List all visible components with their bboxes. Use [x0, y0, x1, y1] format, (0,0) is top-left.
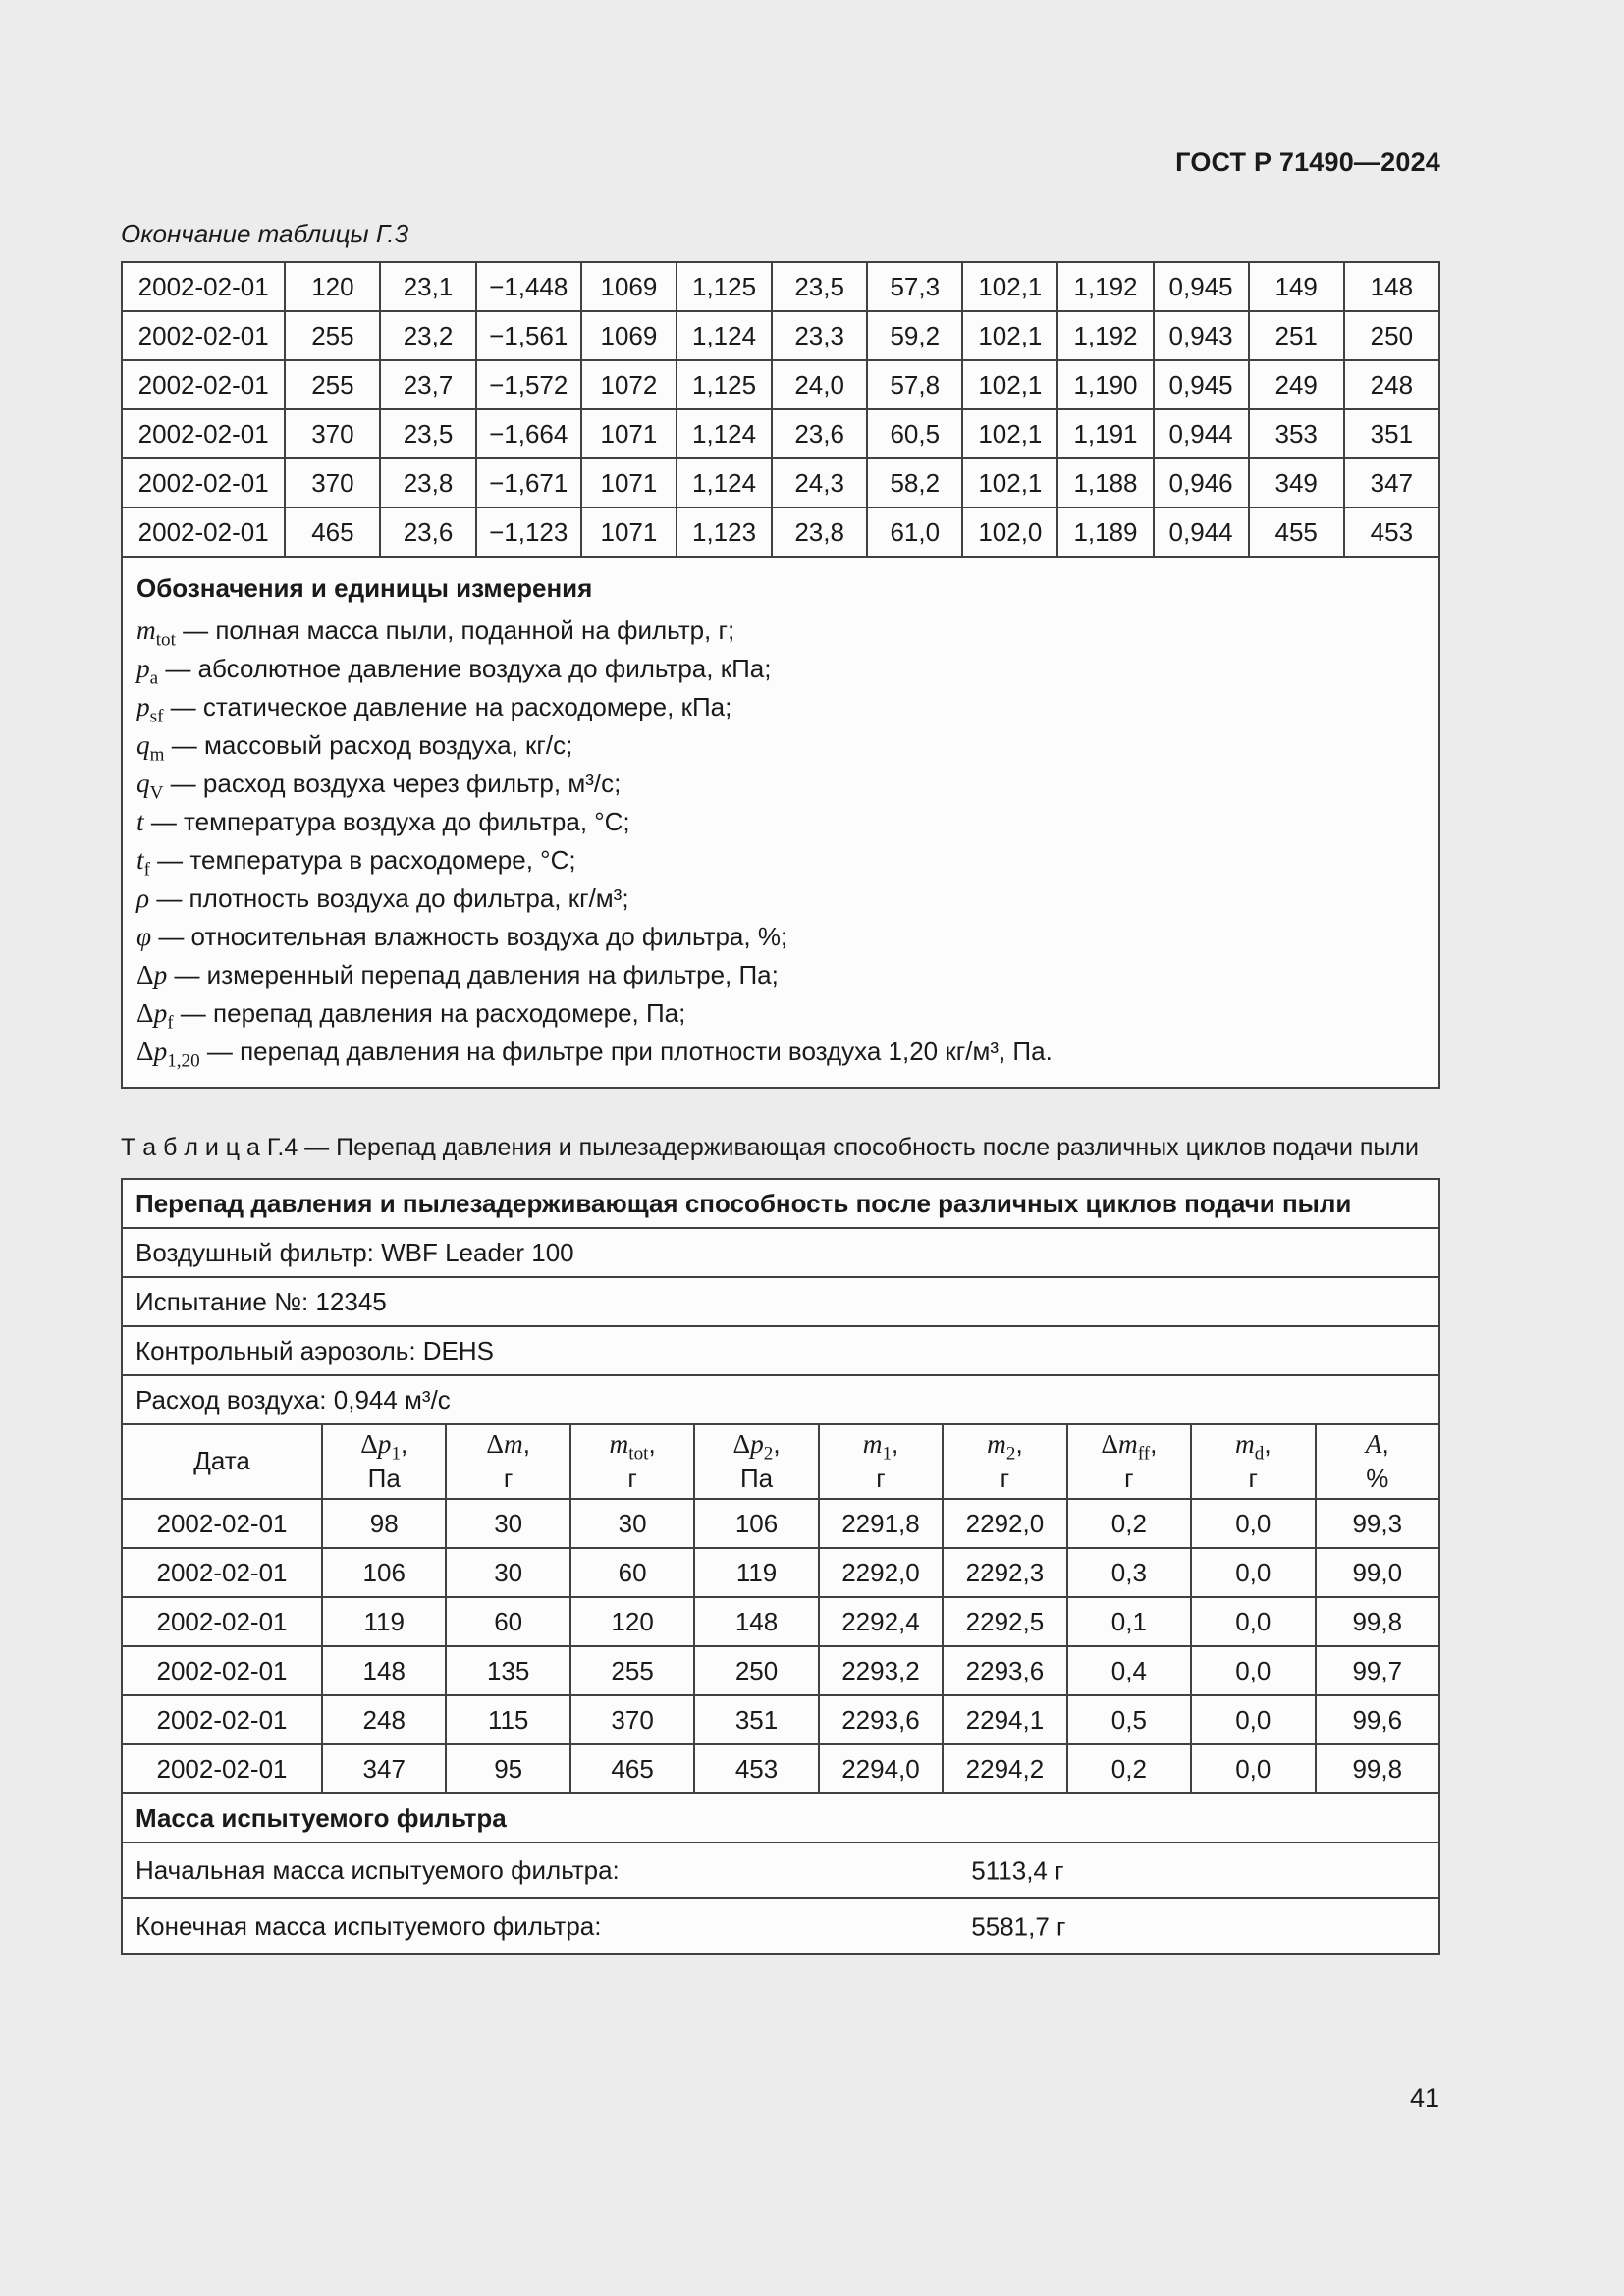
math-variable: m — [1117, 1429, 1138, 1460]
legend-item — [136, 841, 1425, 880]
table-cell: 119 — [322, 1597, 446, 1646]
table-cell: 99,0 — [1316, 1548, 1439, 1597]
table-cell: 24,3 — [772, 458, 867, 507]
table-cell: 2293,6 — [943, 1646, 1066, 1695]
legend-text: — полная масса пыли, поданной на фильтр, г; — [175, 615, 735, 645]
table-cell: 255 — [285, 360, 380, 409]
table-row — [122, 1326, 1439, 1375]
math-subscript: V — [149, 782, 164, 804]
table-g3-continuation-caption: Окончание таблицы Г.3 — [121, 219, 409, 248]
math-symbol — [136, 1037, 200, 1072]
table-row — [122, 1695, 1439, 1744]
math-subscript: tot — [155, 629, 176, 651]
math-variable: ρ — [136, 883, 150, 913]
table-cell: 1072 — [581, 360, 677, 409]
table-cell: 99,8 — [1316, 1597, 1439, 1646]
legend-item — [136, 918, 1425, 956]
table-cell: 60,5 — [867, 409, 962, 458]
table-cell: 23,7 — [380, 360, 475, 409]
table-cell: 0,0 — [1191, 1744, 1315, 1793]
mass-cell — [122, 1898, 1439, 1954]
table-cell: 248 — [1344, 360, 1439, 409]
table-g3-legend-section — [122, 557, 1439, 1088]
math-symbol — [862, 1429, 892, 1465]
legend-list — [136, 612, 1425, 1071]
table-cell: 465 — [570, 1744, 694, 1793]
legend-text: — температура воздуха до фильтра, °С; — [143, 807, 630, 836]
info-cell: Расход воздуха: 0,944 м³/с — [122, 1375, 1439, 1424]
legend-item — [136, 688, 1425, 726]
table-cell: 2291,8 — [819, 1499, 943, 1548]
table-cell: 23,8 — [772, 507, 867, 557]
table-cell: 58,2 — [867, 458, 962, 507]
math-variable: t — [136, 807, 144, 836]
math-symbol — [1101, 1429, 1151, 1465]
table-cell: 1071 — [581, 507, 677, 557]
table-g4-title: Перепад давления и пылезадерживающая способность после различных циклов подачи пыли — [122, 1179, 1439, 1228]
table-cell: 347 — [322, 1744, 446, 1793]
table-cell: 0,943 — [1154, 311, 1249, 360]
table-cell: −1,561 — [476, 311, 581, 360]
math-variable: p — [153, 998, 168, 1028]
info-cell: Испытание №: 12345 — [122, 1277, 1439, 1326]
table-cell: 453 — [1344, 507, 1439, 557]
table-g4-header-section — [122, 1424, 1439, 1499]
table-cell: 1,190 — [1057, 360, 1153, 409]
table-cell: 1069 — [581, 262, 677, 311]
table-cell: 349 — [1249, 458, 1344, 507]
table-cell: 2293,2 — [819, 1646, 943, 1695]
table-row — [122, 409, 1439, 458]
legend-item — [136, 765, 1425, 803]
table-cell: 2002-02-01 — [122, 409, 285, 458]
column-header: $m_2$, г — [943, 1424, 1066, 1499]
table-cell: 0,0 — [1191, 1695, 1315, 1744]
math-symbol — [136, 845, 150, 881]
table-cell: 148 — [694, 1597, 818, 1646]
table-cell: 250 — [694, 1646, 818, 1695]
table-cell: −1,123 — [476, 507, 581, 557]
table-cell: 102,1 — [962, 360, 1057, 409]
table-cell: 0,4 — [1067, 1646, 1191, 1695]
math-prefix: Δ — [486, 1429, 504, 1460]
table-cell: 98 — [322, 1499, 446, 1548]
column-header: $m_{tot}$, г — [570, 1424, 694, 1499]
math-subscript: 1 — [391, 1443, 401, 1465]
table-cell: 1,191 — [1057, 409, 1153, 458]
table-cell: 99,6 — [1316, 1695, 1439, 1744]
table-cell: 0,946 — [1154, 458, 1249, 507]
table-cell: 102,1 — [962, 311, 1057, 360]
table-cell: 120 — [285, 262, 380, 311]
table-cell: 455 — [1249, 507, 1344, 557]
table-g3 — [121, 261, 1440, 1089]
math-symbol — [136, 922, 151, 951]
table-cell: 1,124 — [677, 458, 772, 507]
table-cell: 1,192 — [1057, 262, 1153, 311]
table-cell: 1,124 — [677, 409, 772, 458]
math-variable: t — [136, 845, 144, 875]
math-variable: p — [153, 960, 168, 989]
math-variable: m — [609, 1429, 629, 1460]
table-row — [122, 1744, 1439, 1793]
legend-cell — [122, 557, 1439, 1088]
table-g4-caption: Т а б л и ц а Г.4 — Перепад давления и пылезадерживающая способность после различных циклов подачи пыли — [121, 1134, 1419, 1161]
table-cell: 0,0 — [1191, 1548, 1315, 1597]
math-variable: m — [503, 1429, 523, 1460]
table-row — [122, 1793, 1439, 1842]
math-prefix: Δ — [136, 1037, 154, 1066]
legend-title: Обозначения и единицы измерения — [136, 573, 593, 603]
math-prefix: Δ — [1101, 1429, 1118, 1460]
table-g4-title-section — [122, 1179, 1439, 1228]
math-symbol — [1235, 1429, 1265, 1465]
document-header: ГОСТ Р 71490—2024 — [1175, 147, 1440, 177]
math-subscript: 1,20 — [167, 1050, 200, 1072]
math-variable: m — [1235, 1429, 1255, 1460]
legend-text: — относительная влажность воздуха до фильтра, %; — [151, 922, 788, 951]
mass-cell — [122, 1842, 1439, 1898]
table-cell: 0,945 — [1154, 262, 1249, 311]
legend-item — [136, 994, 1425, 1033]
table-row — [122, 1228, 1439, 1277]
math-variable: q — [136, 769, 150, 798]
table-cell: 0,3 — [1067, 1548, 1191, 1597]
table-g4-body — [122, 1499, 1439, 1793]
table-cell: 1,192 — [1057, 311, 1153, 360]
table-cell: 23,8 — [380, 458, 475, 507]
table-cell: 0,945 — [1154, 360, 1249, 409]
table-cell: 351 — [1344, 409, 1439, 458]
table-g4 — [121, 1178, 1440, 1955]
table-cell: 2294,0 — [819, 1744, 943, 1793]
table-row — [122, 1179, 1439, 1228]
math-prefix: Δ — [136, 998, 154, 1028]
table-cell: 30 — [446, 1499, 569, 1548]
table-cell: 95 — [446, 1744, 569, 1793]
table-cell: 2293,6 — [819, 1695, 943, 1744]
math-prefix: Δ — [136, 960, 154, 989]
table-cell: 1071 — [581, 409, 677, 458]
math-symbol — [136, 730, 165, 766]
mass-value: 5113,4 г — [971, 1855, 1064, 1885]
math-variable: A — [1365, 1429, 1382, 1460]
table-cell: 2002-02-01 — [122, 1646, 322, 1695]
mass-label: Начальная масса испытуемого фильтра: — [135, 1855, 620, 1885]
table-cell: 2002-02-01 — [122, 1744, 322, 1793]
math-symbol — [136, 654, 159, 689]
table-row — [122, 1597, 1439, 1646]
table-cell: 248 — [322, 1695, 446, 1744]
legend-row — [122, 557, 1439, 1088]
table-cell: 2002-02-01 — [122, 458, 285, 507]
table-g4-info-section — [122, 1228, 1439, 1424]
table-cell: 1,124 — [677, 311, 772, 360]
table-cell: 148 — [322, 1646, 446, 1695]
table-row — [122, 1277, 1439, 1326]
math-variable: p — [153, 1037, 168, 1066]
legend-text: — массовый расход воздуха, кг/с; — [164, 730, 573, 760]
table-cell: 102,1 — [962, 262, 1057, 311]
table-cell: −1,671 — [476, 458, 581, 507]
table-cell: 255 — [570, 1646, 694, 1695]
table-row — [122, 1548, 1439, 1597]
table-row — [122, 1499, 1439, 1548]
column-header: $m_d$, г — [1191, 1424, 1315, 1499]
table-cell: 23,5 — [772, 262, 867, 311]
table-cell: 99,8 — [1316, 1744, 1439, 1793]
math-subscript: tot — [628, 1443, 649, 1465]
table-cell: 57,3 — [867, 262, 962, 311]
table-cell: 0,0 — [1191, 1646, 1315, 1695]
table-cell: 1071 — [581, 458, 677, 507]
mass-section-title: Масса испытуемого фильтра — [122, 1793, 1439, 1842]
table-cell: 2002-02-01 — [122, 1548, 322, 1597]
table-cell: 1,125 — [677, 360, 772, 409]
math-subscript: d — [1254, 1443, 1265, 1465]
table-row — [122, 360, 1439, 409]
table-g4-mass-section — [122, 1793, 1439, 1842]
math-symbol — [136, 960, 167, 989]
table-g4-header-row — [122, 1424, 1439, 1499]
table-row — [122, 507, 1439, 557]
table-cell: 347 — [1344, 458, 1439, 507]
table-cell: 2002-02-01 — [122, 1695, 322, 1744]
table-cell: −1,572 — [476, 360, 581, 409]
table-cell: 23,5 — [380, 409, 475, 458]
table-cell: 0,1 — [1067, 1597, 1191, 1646]
table-cell: 60 — [570, 1548, 694, 1597]
table-cell: 2292,5 — [943, 1597, 1066, 1646]
math-subscript: m — [149, 744, 165, 766]
math-variable: m — [987, 1429, 1006, 1460]
legend-text: — измеренный перепад давления на фильтре, Па; — [167, 960, 779, 989]
math-symbol — [136, 998, 174, 1034]
legend-text: — статическое давление на расходомере, кПа; — [163, 692, 732, 721]
table-cell: 99,3 — [1316, 1499, 1439, 1548]
legend-text: — абсолютное давление воздуха до фильтра, кПа; — [158, 654, 772, 683]
table-cell: 2002-02-01 — [122, 1499, 322, 1548]
table-cell: 135 — [446, 1646, 569, 1695]
table-cell: 2002-02-01 — [122, 1597, 322, 1646]
column-header: $\Delta p_1$, Па — [322, 1424, 446, 1499]
table-g4-mass-rows — [122, 1842, 1439, 1954]
table-cell: 115 — [446, 1695, 569, 1744]
math-subscript: 2 — [1005, 1443, 1016, 1465]
table-cell: 23,6 — [380, 507, 475, 557]
legend-text: — температура в расходомере, °С; — [149, 845, 576, 875]
info-cell: Воздушный фильтр: WBF Leader 100 — [122, 1228, 1439, 1277]
table-cell: 453 — [694, 1744, 818, 1793]
column-header: Δm, г — [446, 1424, 569, 1499]
math-variable: p — [136, 692, 150, 721]
table-cell: 0,2 — [1067, 1744, 1191, 1793]
table-cell: 2292,3 — [943, 1548, 1066, 1597]
math-variable: m — [862, 1429, 883, 1460]
table-cell: 370 — [285, 458, 380, 507]
table-cell: 99,7 — [1316, 1646, 1439, 1695]
info-cell: Контрольный аэрозоль: DEHS — [122, 1326, 1439, 1375]
legend-item — [136, 726, 1425, 765]
table-row — [122, 1375, 1439, 1424]
legend-item — [136, 803, 1425, 841]
math-symbol — [987, 1429, 1016, 1465]
table-cell: 57,8 — [867, 360, 962, 409]
table-cell: 0,0 — [1191, 1597, 1315, 1646]
math-prefix: Δ — [732, 1429, 751, 1460]
table-cell: 24,0 — [772, 360, 867, 409]
table-cell: 23,1 — [380, 262, 475, 311]
table-cell: 0,0 — [1191, 1499, 1315, 1548]
table-cell: 0,5 — [1067, 1695, 1191, 1744]
page-number: 41 — [1409, 2083, 1439, 2112]
table-cell: 370 — [285, 409, 380, 458]
math-symbol — [609, 1429, 649, 1465]
table-cell: 2294,1 — [943, 1695, 1066, 1744]
math-symbol — [732, 1429, 774, 1465]
table-cell: 30 — [570, 1499, 694, 1548]
math-subscript: sf — [149, 706, 164, 727]
column-header: $m_1$, г — [819, 1424, 943, 1499]
table-cell: 23,2 — [380, 311, 475, 360]
table-cell: 2002-02-01 — [122, 311, 285, 360]
table-cell: 30 — [446, 1548, 569, 1597]
table-cell: 0,944 — [1154, 507, 1249, 557]
table-cell: 251 — [1249, 311, 1344, 360]
table-g3-body — [122, 262, 1439, 557]
table-row — [122, 262, 1439, 311]
math-variable: q — [136, 730, 150, 760]
table-cell: 148 — [1344, 262, 1439, 311]
table-cell: 102,1 — [962, 409, 1057, 458]
math-subscript: 2 — [763, 1443, 774, 1465]
table-row — [122, 1842, 1439, 1898]
math-symbol — [360, 1429, 401, 1465]
table-cell: 23,3 — [772, 311, 867, 360]
math-variable: p — [750, 1429, 764, 1460]
math-subscript: ff — [1137, 1443, 1151, 1465]
math-symbol — [136, 807, 144, 836]
table-cell: 1069 — [581, 311, 677, 360]
table-cell: 61,0 — [867, 507, 962, 557]
table-cell: 102,1 — [962, 458, 1057, 507]
table-cell: 1,125 — [677, 262, 772, 311]
table-cell: 0,944 — [1154, 409, 1249, 458]
legend-item — [136, 880, 1425, 918]
table-cell: 2292,0 — [819, 1548, 943, 1597]
table-cell: 370 — [570, 1695, 694, 1744]
table-cell: 2002-02-01 — [122, 262, 285, 311]
table-cell: 1,189 — [1057, 507, 1153, 557]
table-cell: 0,2 — [1067, 1499, 1191, 1548]
legend-item — [136, 956, 1425, 994]
column-header: $\Delta m_{ff}$, г — [1067, 1424, 1191, 1499]
table-cell: −1,664 — [476, 409, 581, 458]
table-cell: −1,448 — [476, 262, 581, 311]
table-row — [122, 311, 1439, 360]
column-header: A, % — [1316, 1424, 1439, 1499]
mass-label: Конечная масса испытуемого фильтра: — [135, 1911, 602, 1941]
math-prefix: Δ — [360, 1429, 378, 1460]
table-cell: 249 — [1249, 360, 1344, 409]
table-cell: 250 — [1344, 311, 1439, 360]
legend-text: — перепад давления на расходомере, Па; — [173, 998, 686, 1028]
legend-text: — перепад давления на фильтре при плотности воздуха 1,20 кг/м³, Па. — [199, 1037, 1053, 1066]
legend-text: — плотность воздуха до фильтра, кг/м³; — [149, 883, 629, 913]
table-cell: 255 — [285, 311, 380, 360]
table-cell: 465 — [285, 507, 380, 557]
table-cell: 59,2 — [867, 311, 962, 360]
legend-item — [136, 1033, 1425, 1071]
math-variable: φ — [136, 922, 152, 951]
table-row — [122, 1898, 1439, 1954]
math-variable: m — [136, 615, 156, 645]
math-symbol — [136, 769, 164, 804]
table-cell: 2002-02-01 — [122, 507, 285, 557]
table-row — [122, 458, 1439, 507]
math-symbol — [136, 615, 176, 651]
table-cell: 2294,2 — [943, 1744, 1066, 1793]
page-content — [121, 0, 1440, 1955]
table-cell: 119 — [694, 1548, 818, 1597]
math-variable: p — [136, 654, 150, 683]
column-header: $\Delta p_2$, Па — [694, 1424, 818, 1499]
legend-item — [136, 612, 1425, 650]
math-variable: p — [377, 1429, 392, 1460]
table-cell: 23,6 — [772, 409, 867, 458]
math-subscript: a — [149, 667, 159, 689]
math-subscript: 1 — [882, 1443, 892, 1465]
table-cell: 1,123 — [677, 507, 772, 557]
table-cell: 106 — [322, 1548, 446, 1597]
mass-value: 5581,7 г — [971, 1911, 1066, 1941]
math-symbol — [136, 692, 164, 727]
column-header: Дата — [122, 1424, 322, 1499]
table-row — [122, 1646, 1439, 1695]
table-cell: 2292,4 — [819, 1597, 943, 1646]
table-cell: 353 — [1249, 409, 1344, 458]
table-cell: 2002-02-01 — [122, 360, 285, 409]
legend-item — [136, 650, 1425, 688]
table-cell: 1,188 — [1057, 458, 1153, 507]
math-subscript: f — [143, 859, 150, 881]
table-cell: 351 — [694, 1695, 818, 1744]
legend-text: — расход воздуха через фильтр, м³/с; — [163, 769, 622, 798]
table-cell: 2292,0 — [943, 1499, 1066, 1548]
math-symbol — [1366, 1429, 1382, 1459]
math-symbol — [136, 883, 149, 913]
table-cell: 149 — [1249, 262, 1344, 311]
table-cell: 120 — [570, 1597, 694, 1646]
table-cell: 60 — [446, 1597, 569, 1646]
table-cell: 106 — [694, 1499, 818, 1548]
math-subscript: f — [167, 1012, 174, 1034]
table-cell: 102,0 — [962, 507, 1057, 557]
math-symbol — [486, 1429, 522, 1459]
